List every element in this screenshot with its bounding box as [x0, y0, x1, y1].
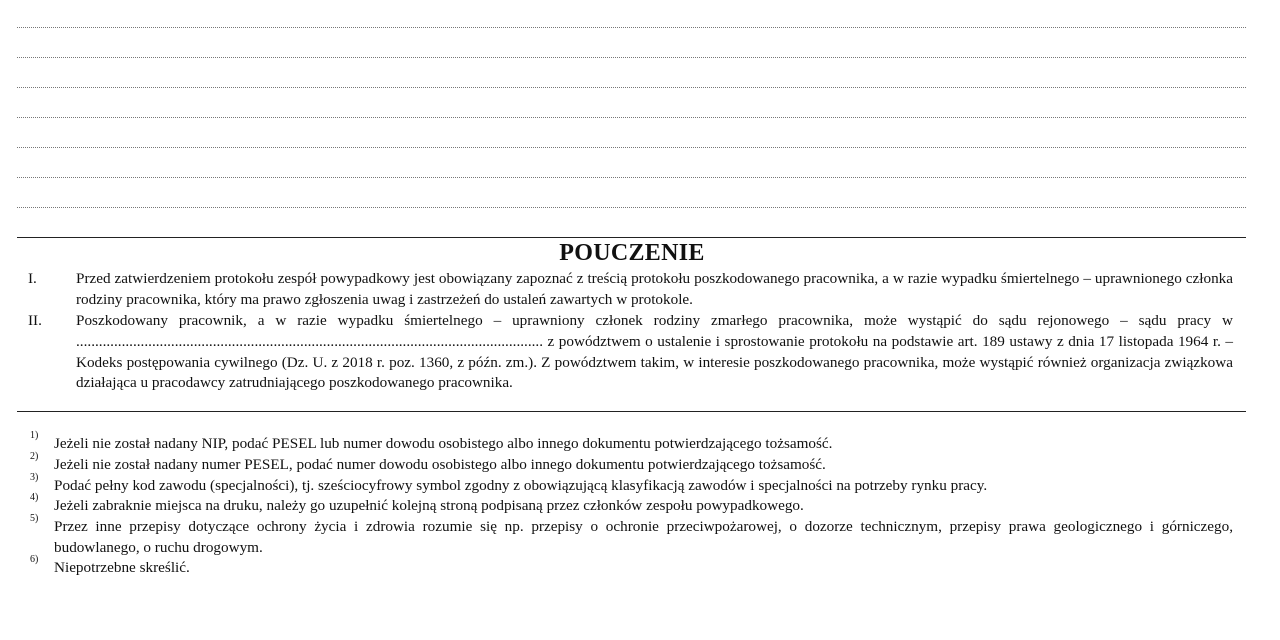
dotted-fill-line [17, 27, 1246, 28]
footnote-marker: 4) [30, 492, 39, 503]
dotted-fill-line [17, 87, 1246, 88]
instruction-number: II. [28, 312, 42, 329]
footnote-marker: 5) [30, 513, 39, 524]
dotted-fill-line [17, 117, 1246, 118]
footnote [30, 554, 1233, 579]
instruction-text: Poszkodowany pracownik, a w razie wypadku śmiertelnego – uprawniony członek rodziny zmarłego pracownika, może wystąpić do sądu rejonowego – sądu pracy w ........................................................................................................................... z powództwem o ustalenie i sprostowanie protokołu na podstawie art. 189 ustawy z dnia 17 listopada 1964 r. – Kodeks postępowania cywilnego (Dz. U. z 2018 r. poz. 1360, z późn. zm.). Z powództwem takim, w interesie poszkodowanego pracownika, może wystąpić również organizacja związkowa działająca u pracodawcy zatrudniającego poszkodowanego pracownika. [76, 312, 1233, 392]
footnote-marker: 6) [30, 554, 39, 565]
footnote [30, 513, 1233, 559]
footnote-text: Jeżeli zabraknie miejsca na druku, należy go uzupełnić kolejną stroną podpisaną przez członków zespołu powypadkowego. [54, 497, 804, 514]
section-heading: POUCZENIE [559, 240, 705, 266]
instruction-item [28, 311, 1233, 394]
footnote-text: Jeżeli nie został nadany NIP, podać PESEL lub numer dowodu osobistego albo innego dokumentu potwierdzającego tożsamość. [54, 435, 833, 452]
footnote [30, 451, 1233, 476]
dotted-fill-line [17, 57, 1246, 58]
dotted-fill-line [17, 177, 1246, 178]
dotted-fill-line [17, 207, 1246, 208]
section-divider-bottom [17, 411, 1246, 412]
instruction-text: Przed zatwierdzeniem protokołu zespół powypadkowy jest obowiązany zapoznać z treścią protokołu poszkodowanego pracownika, a w razie wypadku śmiertelnego – uprawnionego członka rodziny pracownika, który ma prawo zgłoszenia uwag i zastrzeżeń do ustaleń zawartych w protokole. [76, 270, 1233, 308]
footnote-marker: 1) [30, 430, 39, 441]
footnote-text: Podać pełny kod zawodu (specjalności), tj. sześciocyfrowy symbol zgodny z obowiązującą klasyfikacją zawodów i specjalności na potrzeby rynku pracy. [54, 477, 988, 494]
footnote-marker: 3) [30, 472, 39, 483]
footnote [30, 472, 1233, 497]
instruction-item [28, 269, 1233, 311]
dotted-fill-line [17, 147, 1246, 148]
footnote [30, 430, 1233, 455]
instruction-number: I. [28, 270, 37, 287]
footnote-text: Jeżeli nie został nadany numer PESEL, podać numer dowodu osobistego albo innego dokumentu potwierdzającego tożsamość. [54, 456, 826, 473]
footnote [30, 492, 1233, 517]
footnote-text: Przez inne przepisy dotyczące ochrony życia i zdrowia rozumie się np. przepisy o ochronie przeciwpożarowej, o dozorze technicznym, przepisy prawa geologicznego i górniczego, budowlanego, o ruchu drogowym. [54, 518, 1233, 556]
footnote-marker: 2) [30, 451, 39, 462]
footnote-text: Niepotrzebne skreślić. [54, 559, 190, 576]
